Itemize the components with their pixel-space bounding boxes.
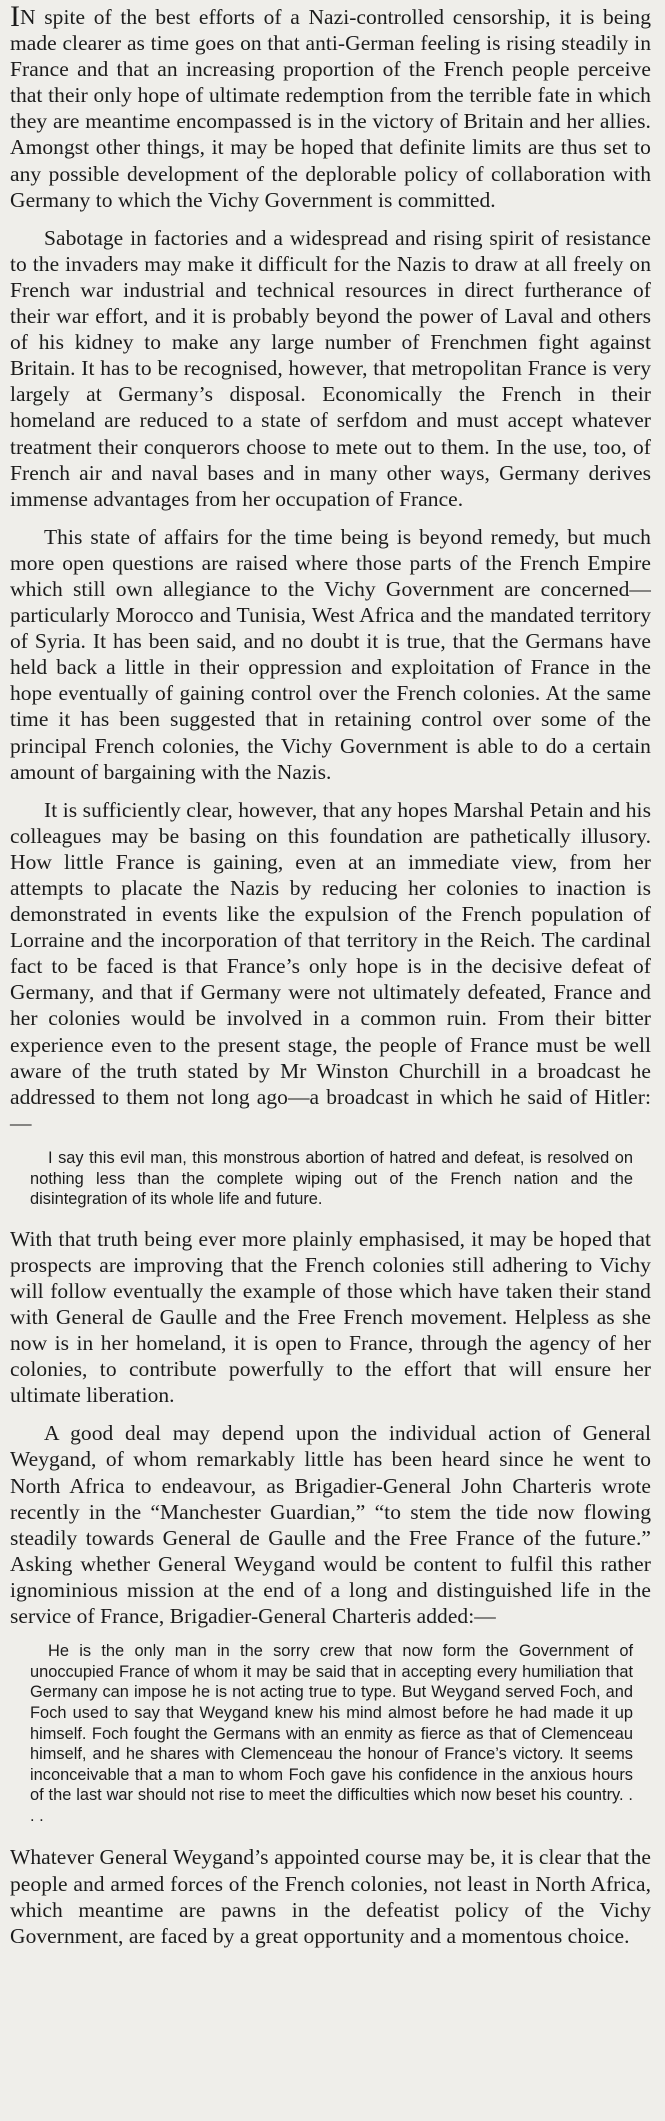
article-paragraph-4: It is sufficiently clear, however, that any hopes Marshal Petain and his colleagues may be basing on this foundation are pathetically illusory. How little France is gaining, even at an immediate view, from her attempts to placate the Nazis by reducing her colonies to inaction is demonstrated in events like the expulsion of the French population of Lorraine and the incorporation of that territory in the Reich. The cardinal fact to be faced is that France’s only hope is in the decisive defeat of Germany, and that if Germany were not ultimately defeated, France and her colonies would be involved in a common ruin. From their bitter experience even to the present stage, the people of France must be well aware of the truth stated by Mr Winston Churchill in a broadcast he addressed to them not long ago—a broadcast in which he said of Hitler:— [10, 797, 651, 1135]
article-paragraph-1 [10, 0, 651, 213]
churchill-quote: I say this evil man, this monstrous abortion of hatred and defeat, is resolved on nothing less than the complete wiping out of the French nation and the disintegration of its whole life and future. [30, 1148, 633, 1209]
charteris-quote: He is the only man in the sorry crew that now form the Government of unoccupied France of whom it may be said that in accepting every humiliation that Germany can impose he is not acting true to type. But Weygand served Foch, and Foch used to say that Weygand knew his mind almost before he had made it up himself. Foch fought the Germans with an enmity as fierce as that of Clemenceau himself, and he shares with Clemenceau the honour of France’s victory. It seems inconceivable that a man to whom Foch gave his confidence in the anxious hours of the last war should not rise to meet the difficulties which now beset his country. . . . [30, 1642, 633, 1825]
article-paragraph-6: A good deal may depend upon the individual action of General Weygand, of whom remarkably little has been heard since he went to North Africa to endeavour, as Brigadier-General John Charteris wrote recently in the “Manchester Guardian,” “to stem the tide now flowing steadily towards General de Gaulle and the Free France of the future.” Asking whether General Weygand would be content to fulfil this rather ignominious mission at the end of a long and distinguished life in the service of France, Brigadier-General Charteris added:— [10, 1421, 651, 1629]
article-paragraph-2: Sabotage in factories and a widespread and rising spirit of resistance to the invaders may make it difficult for the Nazis to draw at all freely on French war industrial and technical resources in direct furtherance of their war effort, and it is probably beyond the power of Laval and others of his kidney to make any large number of Frenchmen fight against Britain. It has to be recognised, however, that metropolitan France is very largely at Germany’s disposal. Economically the French in their homeland are reduced to a state of serfdom and must accept whatever treatment their conquerors choose to mete out to them. In the use, too, of French air and naval bases and in many other ways, Germany derives immense advantages from her occupation of France. [10, 225, 651, 511]
article-paragraph-7: Whatever General Weygand’s appointed course may be, it is clear that the people and armed forces of the French colonies, not least in North Africa, which meantime are pawns in the defeatist policy of the Vichy Government, are faced by a great opportunity and a momentous choice. [10, 1845, 651, 1948]
article-paragraph-3: This state of affairs for the time being is beyond remedy, but much more open questions are raised where those parts of the French Empire which still own allegiance to the Vichy Government are concerned—particularly Morocco and Tunisia, West Africa and the mandated territory of Syria. It has been said, and no doubt it is true, that the Germans have held back a little in their oppression and exploitation of France in the hope eventually of gaining control over the French colonies. At the same time it has been suggested that in retaining control over some of the principal French colonies, the Vichy Government is able to do a certain amount of bargaining with the Nazis. [10, 524, 651, 784]
drop-cap: I [10, 0, 21, 33]
article-paragraph-5: With that truth being ever more plainly emphasised, it may be hoped that prospects are improving that the French colonies still adhering to Vichy will follow eventually the example of those which have taken their stand with General de Gaulle and the Free French movement. Helpless as she now is in her homeland, it is open to France, through the agency of her colonies, to contribute powerfully to the effort that will ensure her ultimate liberation. [10, 1226, 651, 1408]
paragraph-text: N spite of the best efforts of a Nazi-controlled censorship, it is being made clearer as time goes on that anti-German feeling is rising steadily in France and that an increasing proportion of the French people perceive that their only hope of ultimate redemption from the terrible fate in which they are meantime encompassed is in the victory of Britain and her allies. Amongst other things, it may be hoped that definite limits are thus set to any possible development of the deplorable policy of collaboration with Germany to which the Vichy Government is committed. [10, 5, 651, 212]
